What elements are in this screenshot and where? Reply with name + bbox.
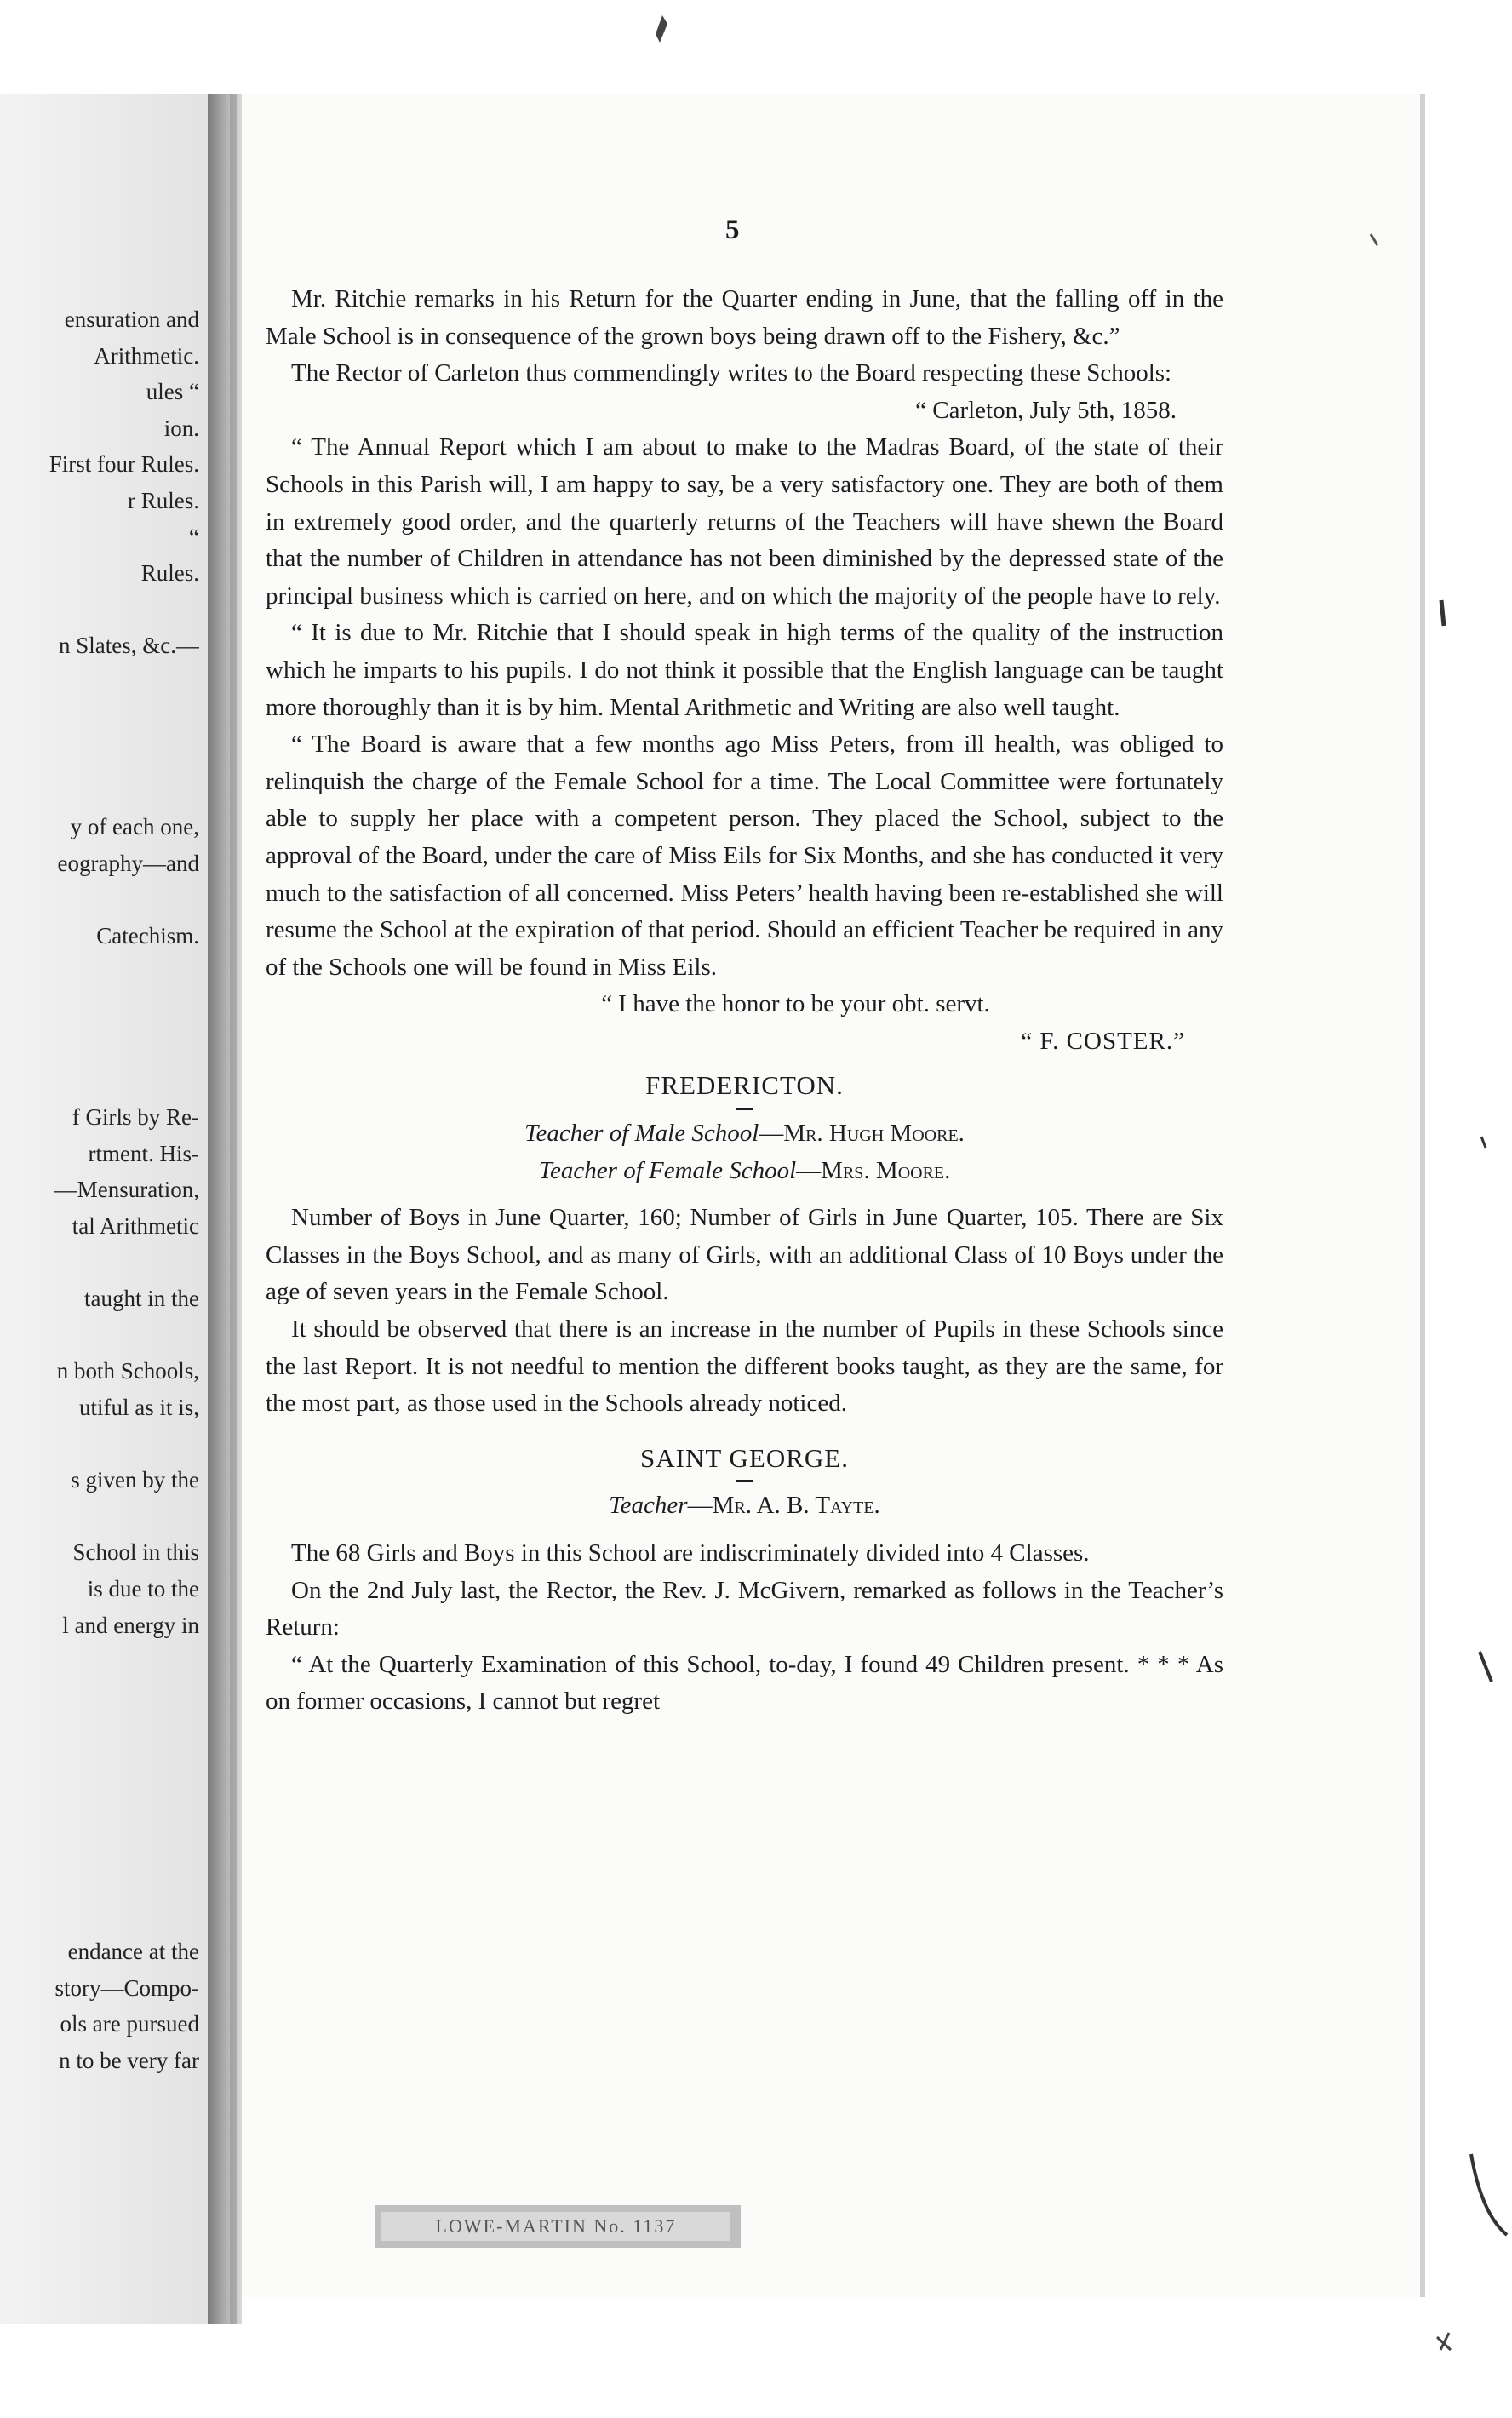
- paragraph-fredericton-increase: It should be observed that there is an increase in the number of Pupils in these Schools since the last Report. It is not needful to mention the different books taught, as they are the same, for the most part, as those used in the Schools already noticed.: [266, 1315, 1223, 1418]
- heading-rule: [736, 1480, 753, 1482]
- left-page-line: ion.: [163, 415, 199, 441]
- paragraph-ritchie-return: Mr. Ritchie remarks in his Return for the Quarter ending in June, that the falling off in the Male School is in consequence of the grown boys being drawn off to the Fishery, &c.”: [266, 285, 1223, 350]
- left-page-line: Arithmetic.: [94, 342, 199, 369]
- left-page-line: endance at the: [67, 1939, 199, 1964]
- teacher-label: Teacher of Female School: [538, 1156, 797, 1184]
- paragraph-annual-report: “ The Annual Report which I am about to make to the Madras Board, of the state of their Schools in this Parish will, I am happy to say, be a very satisfactory one. They are both of them in extremely good order, and the quarterly returns of the Teachers will have shewn the Board that the number of Children in attendance has not been diminished by the depressed state of the principal business which is carried on here, and on which the majority of the people have to rely.: [266, 433, 1223, 610]
- left-page-line: y of each one,: [70, 814, 199, 840]
- teacher-name: —Mrs. Moore.: [796, 1156, 951, 1184]
- left-page-line: n Slates, &c.—: [59, 633, 199, 659]
- left-page-line: —Mensuration,: [54, 1177, 199, 1203]
- paragraph-miss-peters: “ The Board is aware that a few months ago Miss Peters, from ill health, was obliged to relinquish the charge of the Female School for a time. The Local Committee were fortunately able to supply her place with a competent person. They placed the School, subject to the approval of the Board, under the care of Miss Eils for Six Months, and she has conducted it very much to the satisfaction of all concerned. Miss Peters’ health having been re-established she will resume the School at the expiration of that period. Should an efficient Teacher be required in any of the Schools one will be found in Miss Eils.: [266, 731, 1223, 981]
- left-page-line: is due to the: [87, 1576, 199, 1601]
- paragraph-fredericton-numbers: Number of Boys in June Quarter, 160; Number of Girls in June Quarter, 105. There are Six Classes in the Boys School, and as many of Girls, with an additional Class of 10 Boys under the age of seven years in the Female School.: [266, 1204, 1223, 1306]
- paragraph-rector-intro: The Rector of Carleton thus commendingly writes to the Board respecting these Schools:: [291, 359, 1172, 387]
- teacher-line-saint-george: [266, 1487, 1223, 1525]
- section-heading-saint-george: SAINT GEORGE.: [640, 1442, 849, 1473]
- teacher-name: —Mr. A. B. Tayte.: [687, 1492, 880, 1520]
- left-page-fragment: [0, 307, 204, 2077]
- left-page-line: Catechism.: [96, 923, 199, 949]
- letter-signoff: “ I have the honor to be your obt. servt.: [601, 990, 990, 1018]
- left-page-line: First four Rules.: [49, 451, 199, 478]
- letter-signature: “ F. COSTER.”: [1021, 1027, 1185, 1055]
- teacher-line-male: [266, 1115, 1223, 1153]
- page-body: [266, 281, 1223, 1721]
- left-page-line: “: [189, 524, 199, 550]
- teacher-label: Teacher: [609, 1492, 688, 1520]
- left-page-line: taught in the: [84, 1286, 199, 1312]
- letter-dateline: “ Carleton, July 5th, 1858.: [915, 396, 1177, 424]
- teacher-name: —Mr. Hugh Moore.: [759, 1120, 965, 1148]
- left-page-line: utiful as it is,: [79, 1395, 199, 1420]
- left-page-line: School in this: [72, 1539, 199, 1566]
- left-page-line: story—Compo-: [54, 1974, 199, 2001]
- heading-rule: [736, 1108, 753, 1110]
- paragraph-quarterly-exam: “ At the Quarterly Examination of this School, to-day, I found 49 Children present. * * * As on former occasions, I cannot but regret: [266, 1650, 1223, 1716]
- left-page-line: Rules.: [140, 560, 199, 587]
- teacher-line-female: [266, 1153, 1223, 1190]
- paragraph-saint-george-classes: The 68 Girls and Boys in this School are indiscriminately divided into 4 Classes.: [291, 1539, 1090, 1567]
- left-page-line: f Girls by Re-: [72, 1104, 199, 1131]
- page-number: 5: [725, 215, 740, 245]
- left-page-line: l and energy in: [62, 1612, 199, 1638]
- left-page-line: r Rules.: [128, 488, 199, 513]
- left-page-line: ensuration and: [64, 307, 199, 332]
- left-page-line: n to be very far: [59, 2047, 199, 2073]
- teacher-label: Teacher of Male School: [524, 1120, 759, 1148]
- paragraph-ritchie-praise: “ It is due to Mr. Ritchie that I should speak in high terms of the quality of the instruction which he imparts to his pupils. I do not think it possible that the English language can be taught more thoroughly than it is by him. Mental Arithmetic and Writing are also well taught.: [266, 619, 1223, 721]
- left-page-line: s given by the: [71, 1467, 199, 1493]
- paragraph-mcgivern-remark: On the 2nd July last, the Rector, the Rev. J. McGivern, remarked as follows in the Teacher’s Return:: [266, 1576, 1223, 1642]
- left-page-line: tal Arithmetic: [72, 1213, 199, 1239]
- left-page-line: ules “: [146, 379, 199, 405]
- printer-label: LOWE-MARTIN No. 1137: [381, 2212, 730, 2241]
- section-heading-fredericton: FREDERICTON.: [645, 1070, 844, 1101]
- left-page-line: eography—and: [57, 851, 199, 876]
- left-page-line: ols are pursued: [60, 2011, 199, 2037]
- left-page-line: n both Schools,: [56, 1358, 199, 1384]
- left-page-line: rtment. His-: [88, 1140, 199, 1166]
